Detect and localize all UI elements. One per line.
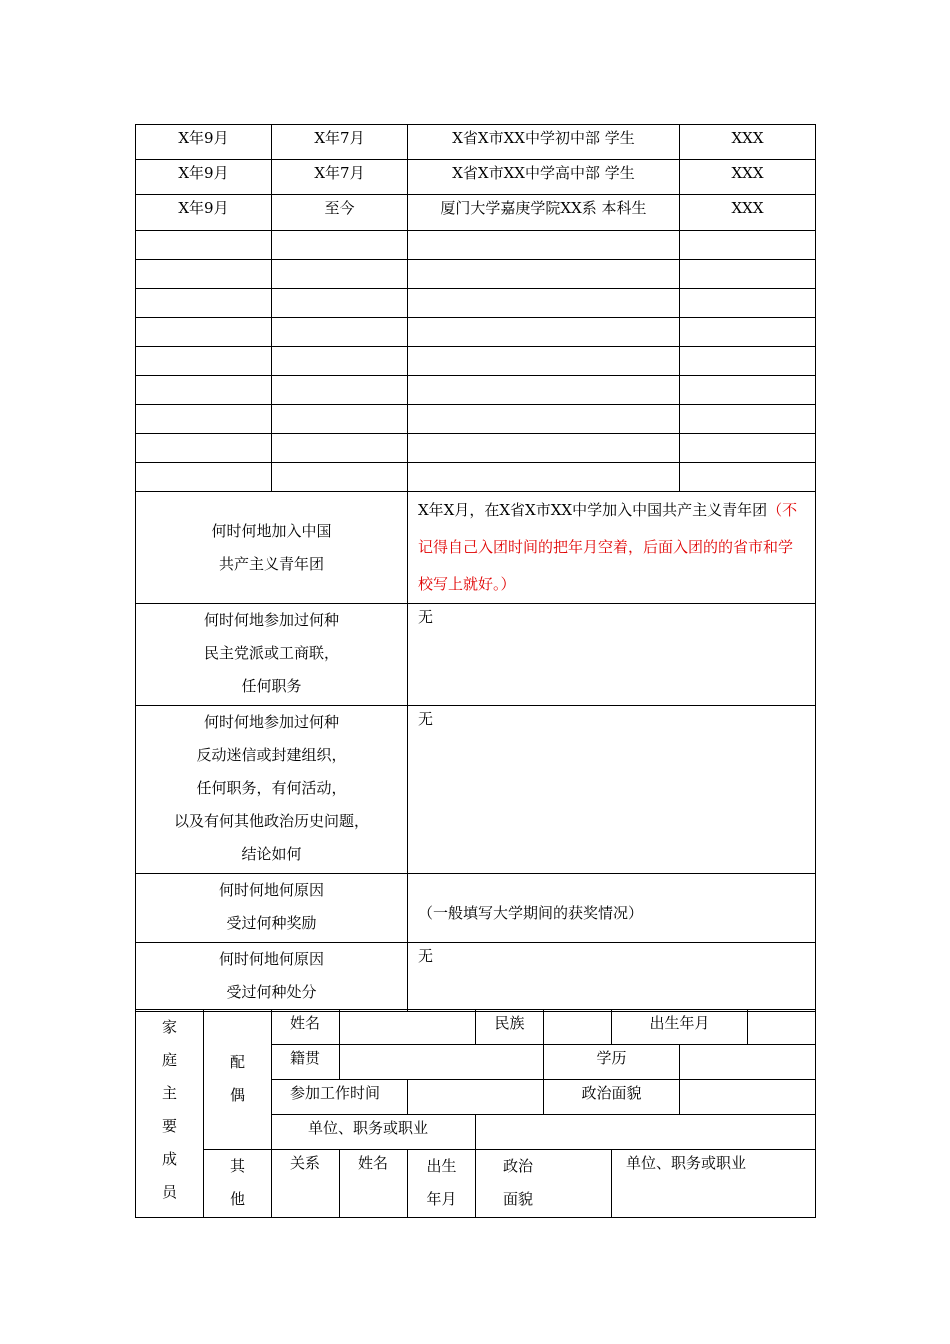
others-political-header	[476, 1150, 612, 1218]
blank-cell[interactable]	[136, 347, 272, 376]
party-row	[136, 604, 816, 706]
punishment-label	[136, 943, 408, 1012]
reactionary-label-line: 反动迷信或封建组织，	[196, 746, 347, 764]
spouse-unit-value[interactable]	[476, 1115, 816, 1150]
spouse-name-label: 姓名	[272, 1010, 340, 1045]
witness-cell: XXX	[680, 160, 816, 195]
end-date-cell: X年7月	[272, 160, 408, 195]
empty-row	[136, 347, 816, 376]
party-answer[interactable]: 无	[408, 604, 816, 706]
blank-cell[interactable]	[136, 463, 272, 492]
blank-cell[interactable]	[680, 318, 816, 347]
league-label	[136, 492, 408, 604]
blank-cell[interactable]	[680, 434, 816, 463]
spouse-name-value[interactable]	[340, 1010, 476, 1045]
family-section-char: 主	[161, 1084, 177, 1102]
league-note: （不记得自己入团时间的把年月空着，后面入团的的省市和学校写上就好。）	[418, 501, 798, 593]
empty-row	[136, 376, 816, 405]
others-unit-header: 单位、职务或职业	[612, 1150, 816, 1218]
others-name-header: 姓名	[340, 1150, 408, 1218]
school-cell: 厦门大学嘉庚学院XX系 本科生	[408, 195, 680, 231]
empty-row	[136, 463, 816, 492]
others-birth-header	[408, 1150, 476, 1218]
league-label-line: 何时何地加入中国	[211, 521, 332, 540]
spouse-native-label: 籍贯	[272, 1045, 340, 1080]
blank-cell[interactable]	[680, 289, 816, 318]
spouse-unit-label: 单位、职务或职业	[272, 1115, 476, 1150]
blank-cell[interactable]	[408, 231, 680, 260]
blank-cell[interactable]	[272, 405, 408, 434]
others-char: 其	[229, 1157, 245, 1175]
blank-cell[interactable]	[272, 376, 408, 405]
awards-label-line: 受过何种奖励	[226, 914, 317, 932]
blank-cell[interactable]	[680, 376, 816, 405]
end-date-cell: X年7月	[272, 125, 408, 160]
spouse-worktime-value[interactable]	[408, 1080, 544, 1115]
party-label	[136, 604, 408, 706]
family-section-char: 要	[161, 1117, 177, 1135]
league-row	[136, 492, 816, 604]
blank-cell[interactable]	[136, 318, 272, 347]
blank-cell[interactable]	[408, 434, 680, 463]
reactionary-answer[interactable]: 无	[408, 706, 816, 874]
blank-cell[interactable]	[680, 347, 816, 376]
empty-row	[136, 405, 816, 434]
blank-cell[interactable]	[408, 405, 680, 434]
blank-cell[interactable]	[272, 289, 408, 318]
punishment-answer[interactable]: 无	[408, 943, 816, 1012]
family-section-char: 成	[161, 1150, 177, 1168]
education-row	[136, 195, 816, 231]
reactionary-label-line: 任何职务，有何活动，	[196, 779, 347, 797]
blank-cell[interactable]	[136, 289, 272, 318]
spouse-label	[204, 1010, 272, 1150]
blank-cell[interactable]	[408, 260, 680, 289]
blank-cell[interactable]	[136, 405, 272, 434]
blank-cell[interactable]	[680, 405, 816, 434]
blank-cell[interactable]	[272, 347, 408, 376]
blank-cell[interactable]	[408, 376, 680, 405]
blank-cell[interactable]	[272, 463, 408, 492]
blank-cell[interactable]	[680, 231, 816, 260]
spouse-education-label: 学历	[544, 1045, 680, 1080]
reactionary-label-line: 何时何地参加过何种	[203, 713, 339, 731]
start-date-cell: X年9月	[136, 160, 272, 195]
resume-table	[135, 124, 816, 1012]
spouse-political-label: 政治面貌	[544, 1080, 680, 1115]
empty-row	[136, 434, 816, 463]
empty-row	[136, 231, 816, 260]
start-date-cell: X年9月	[136, 195, 272, 231]
blank-cell[interactable]	[408, 318, 680, 347]
spouse-worktime-label: 参加工作时间	[272, 1080, 408, 1115]
punishment-row	[136, 943, 816, 1012]
empty-row	[136, 260, 816, 289]
family-section-label	[136, 1010, 204, 1218]
spouse-native-value[interactable]	[340, 1045, 544, 1080]
school-cell: X省X市XX中学高中部 学生	[408, 160, 680, 195]
league-label-line: 共产主义青年团	[218, 554, 324, 573]
blank-cell[interactable]	[136, 434, 272, 463]
blank-cell[interactable]	[408, 289, 680, 318]
education-row	[136, 160, 816, 195]
blank-cell[interactable]	[272, 260, 408, 289]
witness-cell: XXX	[680, 195, 816, 231]
empty-row	[136, 318, 816, 347]
punishment-label-line: 何时何地何原因	[218, 950, 324, 968]
spouse-birth-label: 出生年月	[612, 1010, 748, 1045]
blank-cell[interactable]	[272, 318, 408, 347]
party-label-line: 任何职务	[241, 677, 302, 695]
end-date-cell: 至今	[272, 195, 408, 231]
awards-row	[136, 874, 816, 943]
family-section-char: 家	[161, 1018, 177, 1036]
blank-cell[interactable]	[136, 260, 272, 289]
blank-cell[interactable]	[272, 434, 408, 463]
blank-cell[interactable]	[680, 260, 816, 289]
reactionary-label-line: 结论如何	[241, 845, 302, 863]
reactionary-row	[136, 706, 816, 874]
others-label	[204, 1150, 272, 1218]
others-char: 他	[229, 1190, 245, 1208]
others-political-line: 面貌	[503, 1190, 534, 1208]
party-label-line: 何时何地参加过何种	[203, 611, 339, 629]
family-section-char: 员	[161, 1183, 177, 1201]
family-table	[135, 1009, 816, 1218]
spouse-political-value[interactable]	[680, 1080, 816, 1115]
blank-cell[interactable]	[136, 376, 272, 405]
party-label-line: 民主党派或工商联，	[203, 644, 339, 662]
awards-answer[interactable]: （一般填写大学期间的获奖情况）	[408, 874, 816, 943]
blank-cell[interactable]	[272, 231, 408, 260]
spouse-birth-value[interactable]	[748, 1010, 816, 1045]
reactionary-label-line: 以及有何其他政治历史问题，	[173, 812, 369, 830]
family-section-char: 庭	[161, 1051, 177, 1069]
others-relation-header: 关系	[272, 1150, 340, 1218]
empty-row	[136, 289, 816, 318]
punishment-label-line: 受过何种处分	[226, 983, 317, 1001]
blank-cell[interactable]	[408, 347, 680, 376]
start-date-cell: X年9月	[136, 125, 272, 160]
spouse-char: 配	[229, 1053, 245, 1071]
blank-cell[interactable]	[680, 463, 816, 492]
awards-label-line: 何时何地何原因	[218, 881, 324, 899]
blank-cell[interactable]	[408, 463, 680, 492]
witness-cell: XXX	[680, 125, 816, 160]
others-political-line: 政治	[503, 1157, 534, 1175]
school-cell: X省X市XX中学初中部 学生	[408, 125, 680, 160]
spouse-ethnicity-label: 民族	[476, 1010, 544, 1045]
reactionary-label	[136, 706, 408, 874]
others-birth-line: 年月	[426, 1190, 457, 1208]
education-row	[136, 125, 816, 160]
spouse-education-value[interactable]	[680, 1045, 816, 1080]
awards-label	[136, 874, 408, 943]
league-answer-text: X年X月，在X省X市XX中学加入中国共产主义青年团	[418, 501, 768, 519]
blank-cell[interactable]	[136, 231, 272, 260]
spouse-ethnicity-value[interactable]	[544, 1010, 612, 1045]
others-birth-line: 出生	[426, 1157, 457, 1175]
spouse-char: 偶	[229, 1086, 245, 1104]
league-answer[interactable]	[408, 492, 816, 604]
